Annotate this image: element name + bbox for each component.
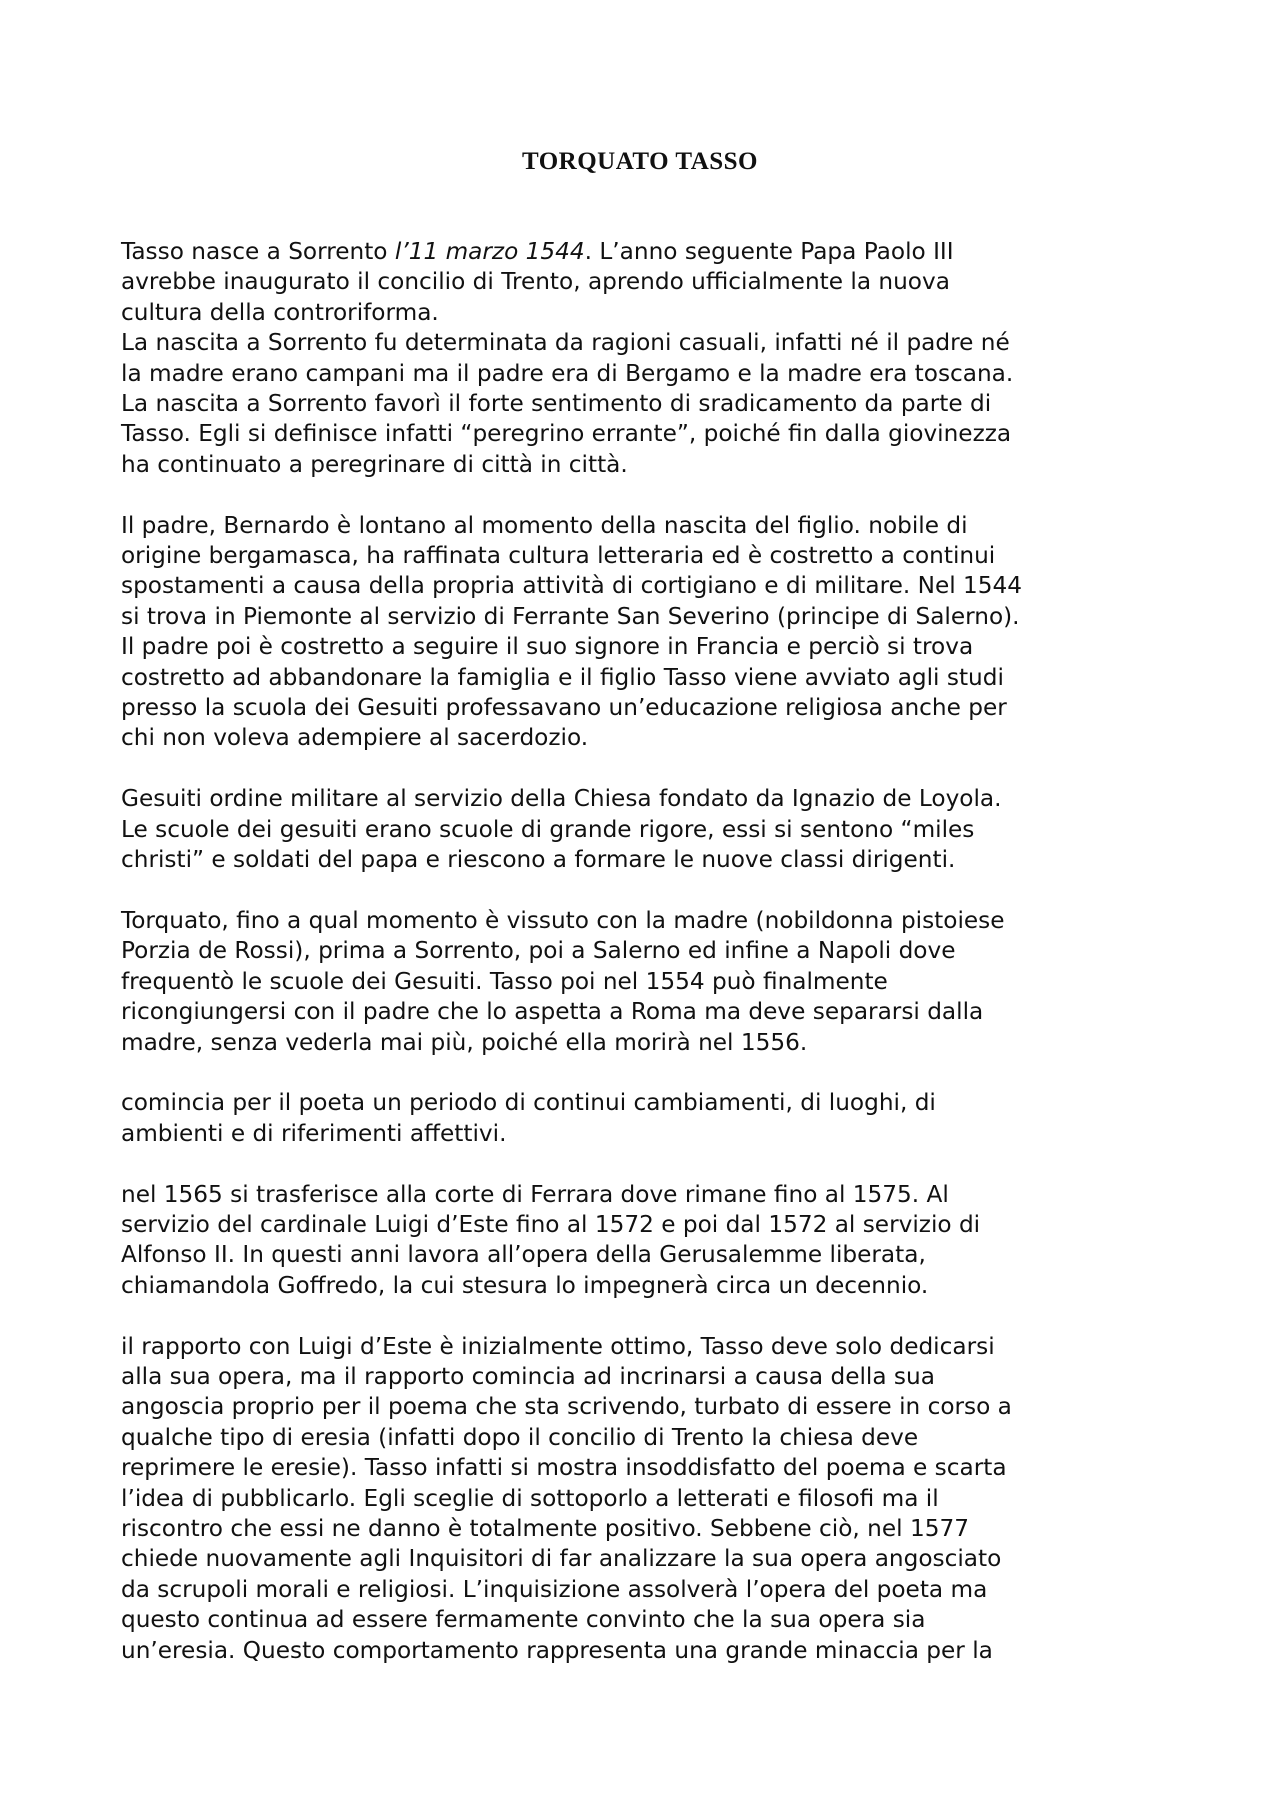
paragraph [121,1180,1181,1302]
text-line: Le scuole dei gesuiti erano scuole di grande rigore, essi si sentono “miles [121,815,975,843]
text-line: madre, senza vederla mai più, poiché ella morirà nel 1556. [121,1028,808,1056]
text-run: . L’anno seguente Papa Paolo III [584,238,954,265]
text-line: christi” e soldati del papa e riescono a formare le nuove classi dirigenti. [121,846,956,874]
text-line: cultura della controriforma. [121,298,439,326]
text-line: questo continua ad essere fermamente convinto che la sua opera sia [121,1606,926,1634]
text-line: frequentò le scuole dei Gesuiti. Tasso poi nel 1554 può finalmente [121,967,888,995]
document-title: TORQUATO TASSO [521,148,759,175]
text-line [121,237,1181,267]
text-line: Il padre poi è costretto a seguire il suo signore in Francia e perciò si trova [121,633,974,661]
text-line: ha continuato a peregrinare di città in città. [121,450,628,478]
text-line: servizio del cardinale Luigi d’Este fino al 1572 e poi dal 1572 al servizio di [121,1210,981,1238]
text-line: La nascita a Sorrento favorì il forte sentimento di sradicamento da parte di [121,390,992,418]
paragraph [121,906,1181,1058]
text-line: presso la scuola dei Gesuiti professavano un’educazione religiosa anche per [121,694,1007,722]
text-line: chiamandola Goffredo, la cui stesura lo impegnerà circa un decennio. [121,1271,929,1299]
text-line: Alfonso II. In questi anni lavora all’opera della Gerusalemme liberata, [121,1241,926,1269]
text-line: costretto ad abbandonare la famiglia e il figlio Tasso viene avviato agli studi [121,663,1004,691]
text-line: reprimere le eresie). Tasso infatti si mostra insoddisfatto del poema e scarta [121,1454,1007,1482]
paragraph [121,1332,1181,1666]
document-body [121,237,1181,1696]
text-line: origine bergamasca, ha raffinata cultura letteraria ed è costretto a continui [121,542,996,570]
text-line: avrebbe inaugurato il concilio di Trento, aprendo ufficialmente la nuova [121,268,950,296]
text-line: riscontro che essi ne danno è totalmente positivo. Sebbene ciò, nel 1577 [121,1514,969,1542]
text-line: ambienti e di riferimenti affettivi. [121,1119,507,1147]
text-line: la madre erano campani ma il padre era di Bergamo e la madre era toscana. [121,359,1014,387]
text-line: ricongiungersi con il padre che lo aspetta a Roma ma deve separarsi dalla [121,998,984,1026]
paragraph [121,328,1181,480]
text-line: angoscia proprio per il poema che sta scrivendo, turbato di essere in corso a [121,1393,1012,1421]
text-line: Torquato, fino a qual momento è vissuto con la madre (nobildonna pistoiese [121,906,1005,934]
birth-date-emphasis: l’11 marzo 1544 [394,238,585,265]
text-line: spostamenti a causa della propria attività di cortigiano e di militare. Nel 1544 [121,572,1023,600]
paragraph [121,1088,1181,1149]
text-line: chiede nuovamente agli Inquisitori di far analizzare la sua opera angosciato [121,1545,1002,1573]
text-line: il rapporto con Luigi d’Este è inizialmente ottimo, Tasso deve solo dedicarsi [121,1332,995,1360]
text-run: Tasso nasce a Sorrento [121,238,395,265]
text-line: comincia per il poeta un periodo di continui cambiamenti, di luoghi, di [121,1089,936,1117]
text-line: da scrupoli morali e religiosi. L’inquisizione assolverà l’opera del poeta ma [121,1575,988,1603]
paragraph [121,511,1181,754]
text-line: Tasso. Egli si definisce infatti “peregrino errante”, poiché fin dalla giovinezza [121,420,1012,448]
text-line: chi non voleva adempiere al sacerdozio. [121,724,589,752]
text-line: Il padre, Bernardo è lontano al momento della nascita del figlio. nobile di [121,511,968,539]
paragraph [121,784,1181,875]
text-line: nel 1565 si trasferisce alla corte di Ferrara dove rimane fino al 1575. Al [121,1180,949,1208]
text-line: si trova in Piemonte al servizio di Ferrante San Severino (principe di Salerno). [121,602,1020,630]
text-line: La nascita a Sorrento fu determinata da ragioni casuali, infatti né il padre né [121,329,1010,357]
text-line: Porzia de Rossi), prima a Sorrento, poi a Salerno ed infine a Napoli dove [121,937,956,965]
text-line: qualche tipo di eresia (infatti dopo il concilio di Trento la chiesa deve [121,1423,919,1451]
text-line: un’eresia. Questo comportamento rappresenta una grande minaccia per la [121,1636,993,1664]
paragraph [121,237,1181,328]
text-line: alla sua opera, ma il rapporto comincia ad incrinarsi a causa della sua [121,1362,935,1390]
text-line: Gesuiti ordine militare al servizio della Chiesa fondato da Ignazio de Loyola. [121,785,1002,813]
text-line: l’idea di pubblicarlo. Egli sceglie di sottoporlo a letterati e filosofi ma il [121,1484,939,1512]
